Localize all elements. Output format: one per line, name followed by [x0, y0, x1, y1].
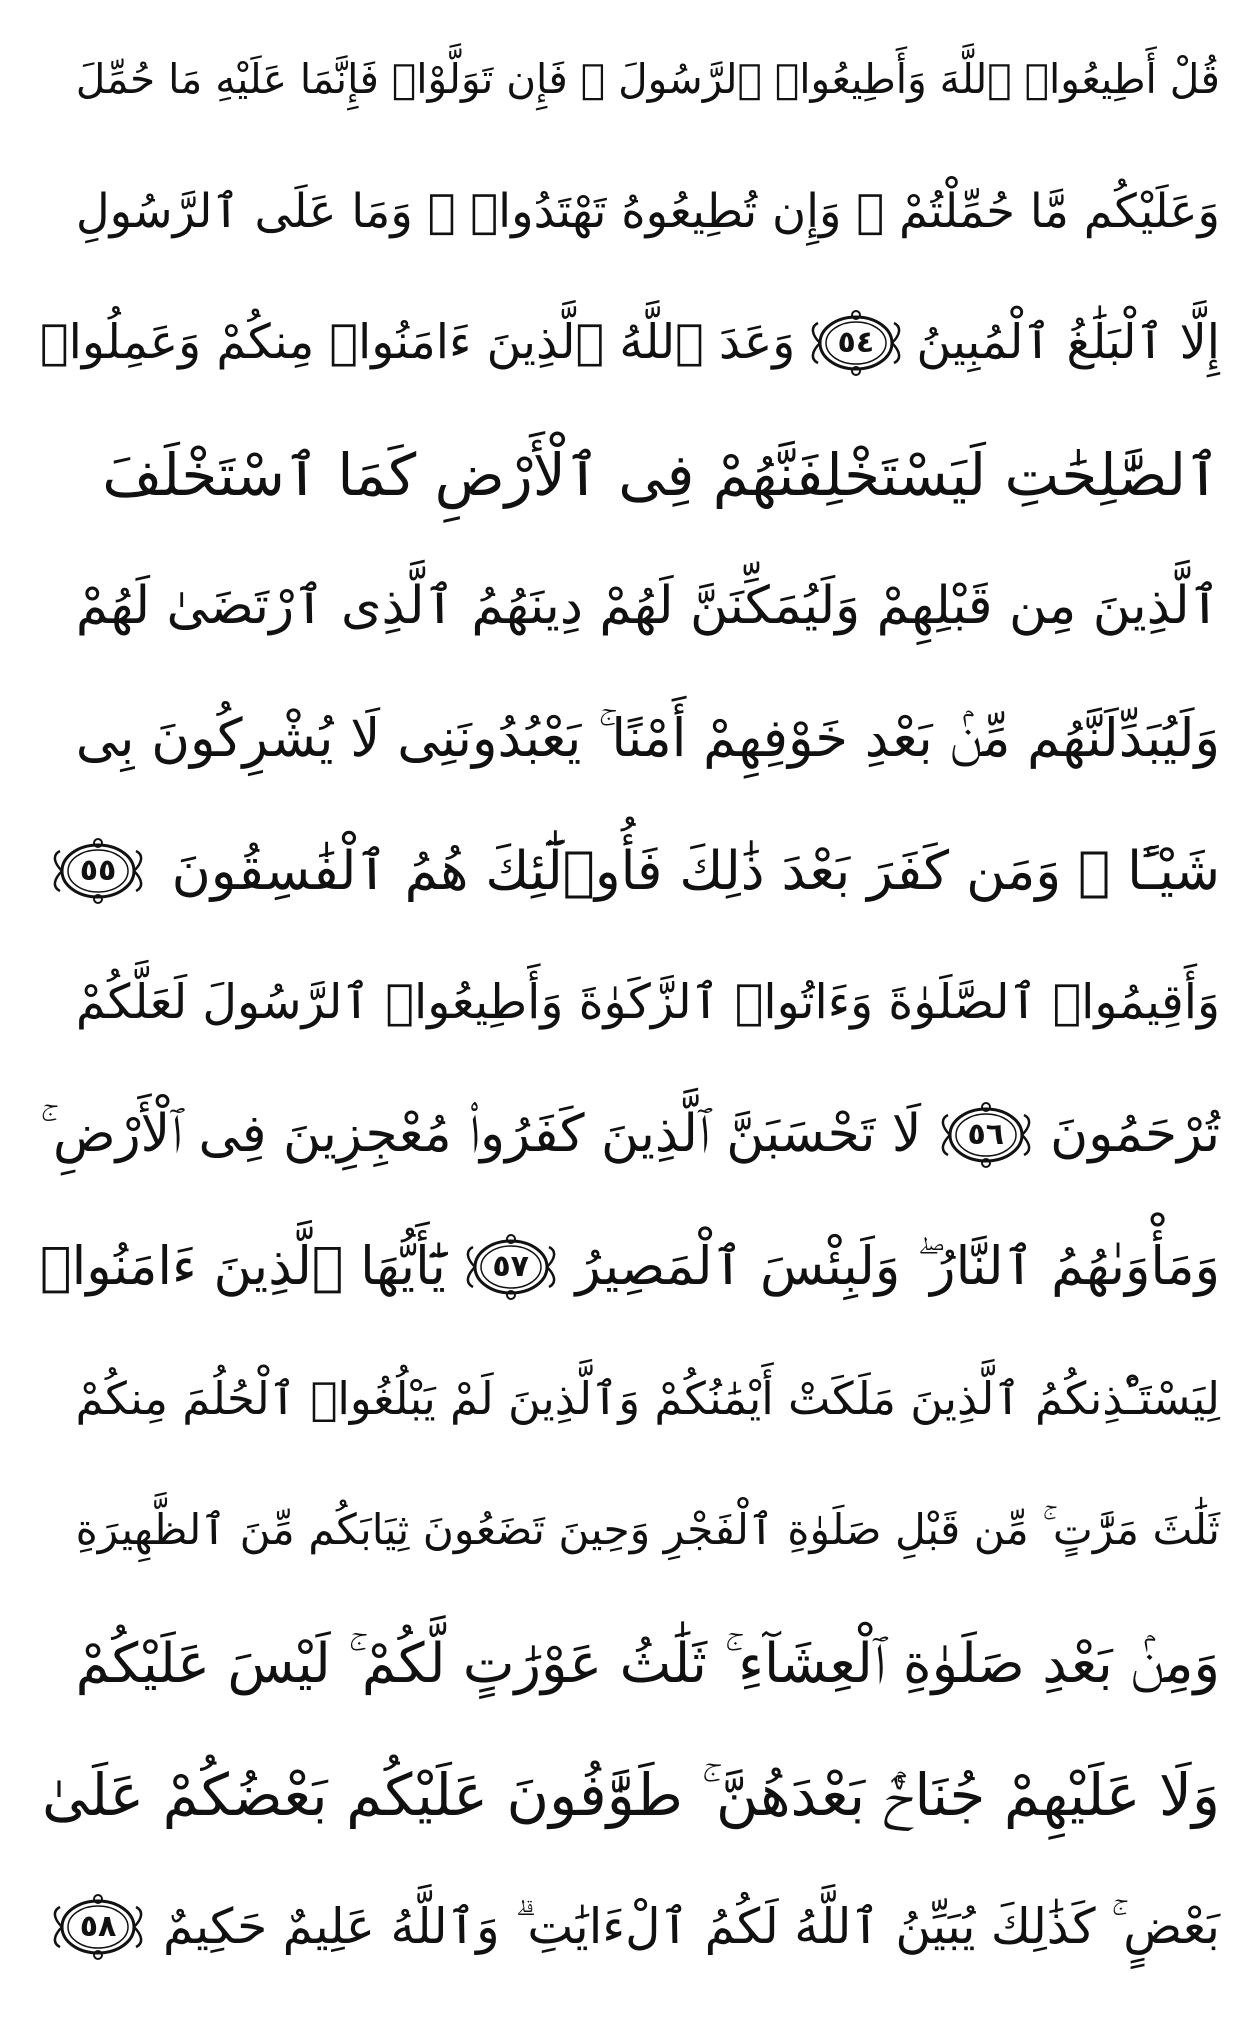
verse-text: وَلَا عَلَيْهِمْ جُنَاحٌۢ بَعْدَهُنَّ ۚ طَوَّٰفُونَ عَلَيْكُم بَعْضُكُمْ عَلَىٰ: [42, 1761, 1220, 1829]
verse-text: وَعَلَيْكُم مَّا حُمِّلْتُمْ ۖ وَإِن تُطِيعُوهُ تَهْتَدُوا۟ ۚ وَمَا عَلَى ٱلرَّسُولِ: [75, 183, 1220, 238]
ayah-number: ٥٥: [79, 853, 117, 888]
text-line: [40, 548, 1220, 666]
verse-text: ٱلَّذِينَ مِن قَبْلِهِمْ وَلَيُمَكِّنَنَّ لَهُمْ دِينَهُمُ ٱلَّذِى ٱرْتَضَىٰ لَهُمْ: [75, 576, 1220, 637]
verse-text: وَمِنۢ بَعْدِ صَلَوٰةِ ٱلْعِشَآءِ ۚ ثَلَٰثُ عَوْرَٰتٍ لَّكُمْ ۚ لَيْسَ عَلَيْكُمْ: [75, 1630, 1220, 1695]
text-line: [40, 812, 1220, 930]
verse-text: تُرْحَمُونَ: [1050, 1104, 1220, 1165]
text-line: [40, 284, 1220, 402]
text-line: [40, 1472, 1220, 1590]
text-line: [40, 944, 1220, 1062]
verse-text: لَا تَحْسَبَنَّ ٱلَّذِينَ كَفَرُوا۟ مُعْجِزِينَ فِى ٱلْأَرْضِ ۚ: [40, 1104, 922, 1165]
ayah-number-marker: [804, 305, 908, 381]
verse-text: وَعَدَ ٱللَّهُ ٱلَّذِينَ ءَامَنُوا۟ مِنكُمْ وَعَمِلُوا۟: [40, 315, 796, 371]
mushaf-page: [40, 20, 1220, 2020]
verse-text: وَلَيُبَدِّلَنَّهُم مِّنۢ بَعْدِ خَوْفِهِمْ أَمْنًا ۚ يَعْبُدُونَنِى لَا يُشْرِكُونَ بِى: [75, 707, 1220, 769]
ayah-number-marker: [46, 1889, 150, 1965]
ayah-number-marker: [934, 1097, 1038, 1173]
verse-text: ٱلصَّٰلِحَٰتِ لَيَسْتَخْلِفَنَّهُمْ فِى ٱلْأَرْضِ كَمَا ٱسْتَخْلَفَ: [102, 441, 1220, 509]
text-line: [40, 416, 1220, 534]
verse-text: يَٰٓأَيُّهَا ٱلَّذِينَ ءَامَنُوا۟: [40, 1235, 446, 1297]
text-line: [40, 152, 1220, 270]
verse-text: وَأَقِيمُوا۟ ٱلصَّلَوٰةَ وَءَاتُوا۟ ٱلزَّكَوٰةَ وَأَطِيعُوا۟ ٱلرَّسُولَ لَعَلَّكُمْ: [75, 975, 1220, 1031]
ayah-number: ٥٨: [79, 1909, 117, 1944]
ayah-number-marker: [46, 833, 150, 909]
text-line: [40, 1340, 1220, 1458]
ayah-number: ٥٤: [837, 325, 875, 360]
ayah-number-marker: [459, 1229, 563, 1305]
verse-text: وَمَأْوَىٰهُمُ ٱلنَّارُ ۖ وَلَبِئْسَ ٱلْمَصِيرُ: [575, 1235, 1220, 1297]
text-line: [40, 1208, 1220, 1326]
text-line: [40, 1736, 1220, 1854]
text-line: [40, 680, 1220, 798]
text-line: [40, 1076, 1220, 1194]
verse-text: بَعْضٍ ۚ كَذَٰلِكَ يُبَيِّنُ ٱللَّهُ لَكُمُ ٱلْءَايَٰتِ ۗ وَٱللَّهُ عَلِيمٌ حَكِيمٌ: [163, 1898, 1220, 1955]
text-line: [40, 1604, 1220, 1722]
text-line: [40, 20, 1220, 138]
verse-text: شَيْـًٔا ۚ وَمَن كَفَرَ بَعْدَ ذَٰلِكَ فَأُو۟لَٰٓئِكَ هُمُ ٱلْفَٰسِقُونَ: [171, 839, 1220, 903]
verse-text: ثَلَٰثَ مَرَّٰتٍ ۚ مِّن قَبْلِ صَلَوٰةِ ٱلْفَجْرِ وَحِينَ تَضَعُونَ ثِيَابَكُم مِّنَ ٱلظَّهِيرَةِ: [75, 1505, 1220, 1555]
ayah-number: ٥٦: [967, 1117, 1005, 1152]
verse-text: قُلْ أَطِيعُوا۟ ٱللَّهَ وَأَطِيعُوا۟ ٱلرَّسُولَ ۖ فَإِن تَوَلَّوْا۟ فَإِنَّمَا عَلَيْهِ مَا حُمِّلَ: [75, 54, 1220, 103]
text-line: [40, 1868, 1220, 1986]
ayah-number: ٥٧: [492, 1249, 529, 1284]
verse-text: لِيَسْتَـْٔذِنكُمُ ٱلَّذِينَ مَلَكَتْ أَيْمَٰنُكُمْ وَٱلَّذِينَ لَمْ يَبْلُغُوا۟ ٱلْحُلُمَ مِنكُمْ: [75, 1371, 1220, 1425]
verse-text: إِلَّا ٱلْبَلَٰغُ ٱلْمُبِينُ: [916, 315, 1220, 371]
